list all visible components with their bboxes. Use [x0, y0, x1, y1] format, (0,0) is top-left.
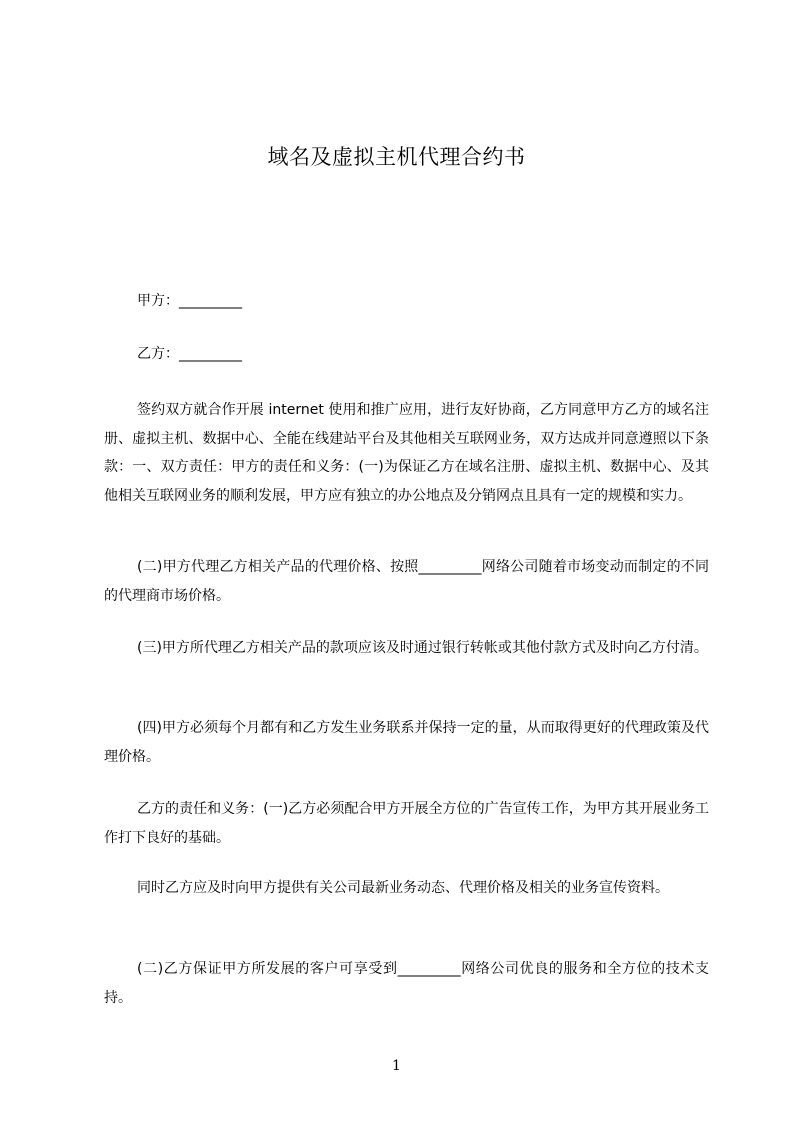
party-a-line: 甲方：_________	[137, 293, 242, 309]
paragraph-clause-2: (二)甲方代理乙方相关产品的代理价格、按照_________网络公司随着市场变动而制定的不同的代理商市场价格。	[104, 559, 709, 604]
paragraph-party-b-info: 同时乙方应及时向甲方提供有关公司最新业务动态、代理价格及相关的业务宣传资料。	[137, 880, 669, 896]
page-number: 1	[392, 1058, 401, 1074]
paragraph-party-b-duties: 乙方的责任和义务：(一)乙方必须配合甲方开展全方位的广告宣传工作，为甲方其开展业务工作打下良好的基础。	[104, 801, 709, 846]
paragraph-clause-3: (三)甲方所代理乙方相关产品的款项应该及时通过银行转帐或其他付款方式及时向乙方付清。	[137, 640, 708, 656]
paragraph-intro: 签约双方就合作开展 internet 使用和推广应用，进行友好协商，乙方同意甲方乙方的域名注册、虚拟主机、数据中心、全能在线建站平台及其他相关互联网业务，双方达成并同意遵照以下条款：一、双方责任：甲方的责任和义务：(一)为保证乙方在域名注册、虚拟主机、数据中心、及其他相关互联网业务的顺利发展，甲方应有独立的办公地点及分销网点且具有一定的规模和实力。	[104, 402, 709, 504]
paragraph-clause-4: (四)甲方必须每个月都有和乙方发生业务联系并保持一定的量，从而取得更好的代理政策及代理价格。	[104, 720, 709, 765]
paragraph-party-b-clause-2: (二)乙方保证甲方所发展的客户可享受到_________网络公司优良的服务和全方位的技术支持。	[104, 961, 709, 1006]
party-b-line: 乙方：_________	[137, 346, 242, 362]
document-title: 域名及虚拟主机代理合约书	[267, 145, 526, 169]
